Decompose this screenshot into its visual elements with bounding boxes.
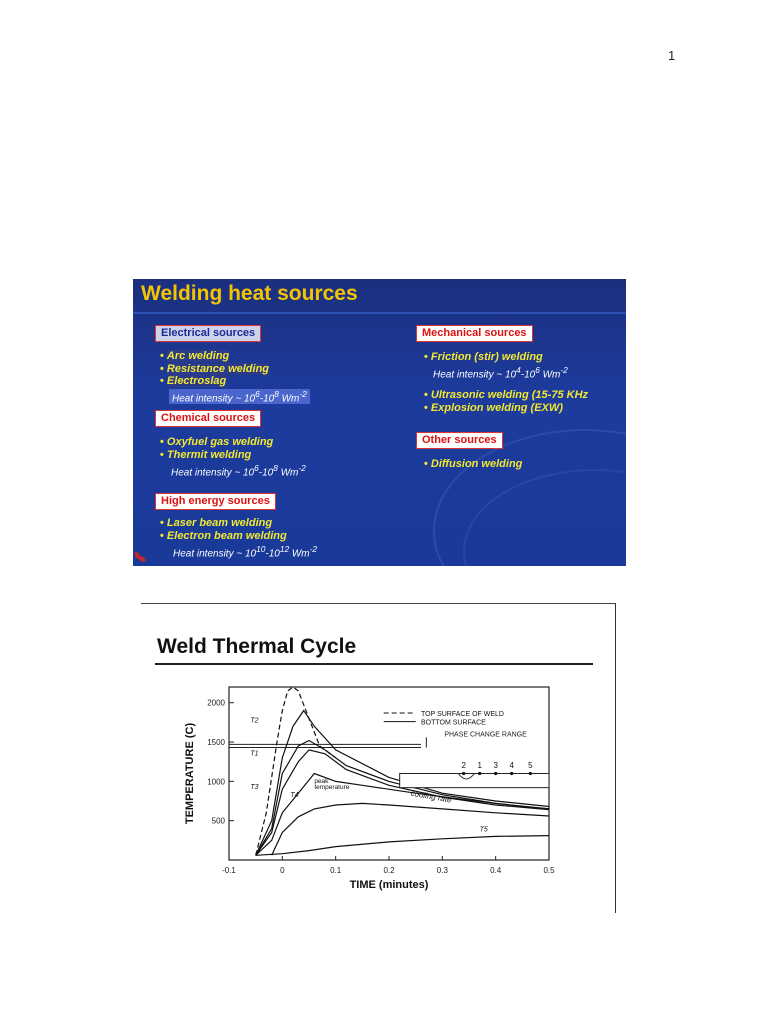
chemical-sources-heading: Chemical sources [155, 410, 261, 427]
x-tick-label: 0.2 [383, 866, 395, 875]
position-marker [478, 772, 481, 775]
legend-label: BOTTOM SURFACE [421, 719, 486, 727]
welding-heat-sources-slide [133, 279, 626, 566]
figure-title: Weld Thermal Cycle [157, 635, 357, 658]
x-tick-label: 0 [280, 866, 285, 875]
mechanical-sources-list [424, 351, 543, 364]
y-axis-label: TEMPERATURE (C) [184, 722, 196, 825]
slide-title: Welding heat sources [141, 282, 358, 305]
list-item: • Laser beam welding [160, 517, 287, 530]
position-marker [462, 772, 465, 775]
series-line-t2 [256, 741, 549, 856]
curve-label: T4 [290, 792, 299, 800]
annotation-cooling-rate: cooling rate [409, 788, 453, 805]
mechanical-heat-intensity: Heat intensity ~ $10^4-10^6$ $Wm^{-2}$ [433, 365, 568, 381]
position-label: 5 [528, 760, 533, 770]
list-item: • Ultrasonic welding (15-75 KHz [424, 389, 588, 402]
position-label: 4 [509, 760, 514, 770]
position-label: 3 [493, 760, 498, 770]
chemical-sources-list [160, 436, 273, 461]
electrical-sources-list [160, 350, 269, 388]
x-tick-label: 0.4 [490, 866, 502, 875]
y-tick-label: 1000 [207, 777, 225, 787]
mechanical-sources-heading: Mechanical sources [416, 325, 533, 342]
x-tick-label: -0.1 [222, 866, 236, 875]
curve-label: T2 [250, 717, 259, 725]
thermal-cycle-chart [141, 603, 616, 913]
list-item: • Explosion welding (EXW) [424, 402, 588, 415]
list-item: • Electroslag [160, 375, 269, 388]
list-item: • Arc welding [160, 350, 269, 363]
x-axis-label: TIME (minutes) [349, 879, 429, 891]
y-tick-label: 500 [211, 816, 225, 826]
high-energy-sources-list [160, 517, 287, 542]
electrical-heat-intensity: Heat intensity ~ $10^6-10^8$ $Wm^{-2}$ [169, 389, 310, 404]
position-marker [529, 772, 532, 775]
legend-label: TOP SURFACE OF WELD [421, 710, 504, 718]
list-item: • Diffusion welding [424, 458, 522, 471]
y-tick-label: 2000 [207, 698, 225, 708]
weld-plate-inset [400, 774, 549, 788]
list-item: • Thermit welding [160, 449, 273, 462]
position-marker [510, 772, 513, 775]
position-marker [494, 772, 497, 775]
annotation-peak: peak [314, 777, 329, 785]
mechanical-sources-more-list [424, 389, 588, 414]
series-line-t5 [256, 836, 549, 856]
curve-label: T3 [250, 784, 259, 792]
series-line-t3 [256, 750, 549, 855]
x-tick-label: 0.1 [330, 866, 342, 875]
list-item: • Resistance welding [160, 363, 269, 376]
list-item: • Oxyfuel gas welding [160, 436, 273, 449]
phase-change-label: PHASE CHANGE RANGE [444, 731, 527, 739]
list-item: • Electron beam welding [160, 530, 287, 543]
weld-thermal-cycle-figure [141, 603, 616, 913]
high-energy-sources-heading: High energy sources [155, 493, 276, 510]
other-sources-heading: Other sources [416, 432, 503, 449]
curve-label: T5 [479, 826, 488, 834]
title-divider [133, 312, 626, 314]
series-line-peak [272, 803, 549, 855]
x-tick-label: 0.3 [436, 866, 448, 875]
x-tick-label: 0.5 [543, 866, 555, 875]
position-label: 1 [477, 760, 482, 770]
y-tick-label: 1500 [207, 738, 225, 748]
electrical-sources-heading: Electrical sources [155, 325, 261, 342]
chemical-heat-intensity: Heat intensity ~ $10^6-10^8$ $Wm^{-2}$ [171, 463, 306, 479]
annotation-peak: temperature [314, 784, 350, 792]
other-sources-list [424, 458, 522, 471]
curve-label: T1 [250, 750, 259, 758]
position-label: 2 [461, 760, 466, 770]
list-item: • Friction (stir) welding [424, 351, 543, 364]
corner-logo-icon [133, 551, 147, 563]
high-energy-heat-intensity: Heat intensity ~ $10^{10}-10^{12}$ $Wm^{-2}$ [173, 544, 318, 560]
page-number: 1 [668, 48, 676, 63]
